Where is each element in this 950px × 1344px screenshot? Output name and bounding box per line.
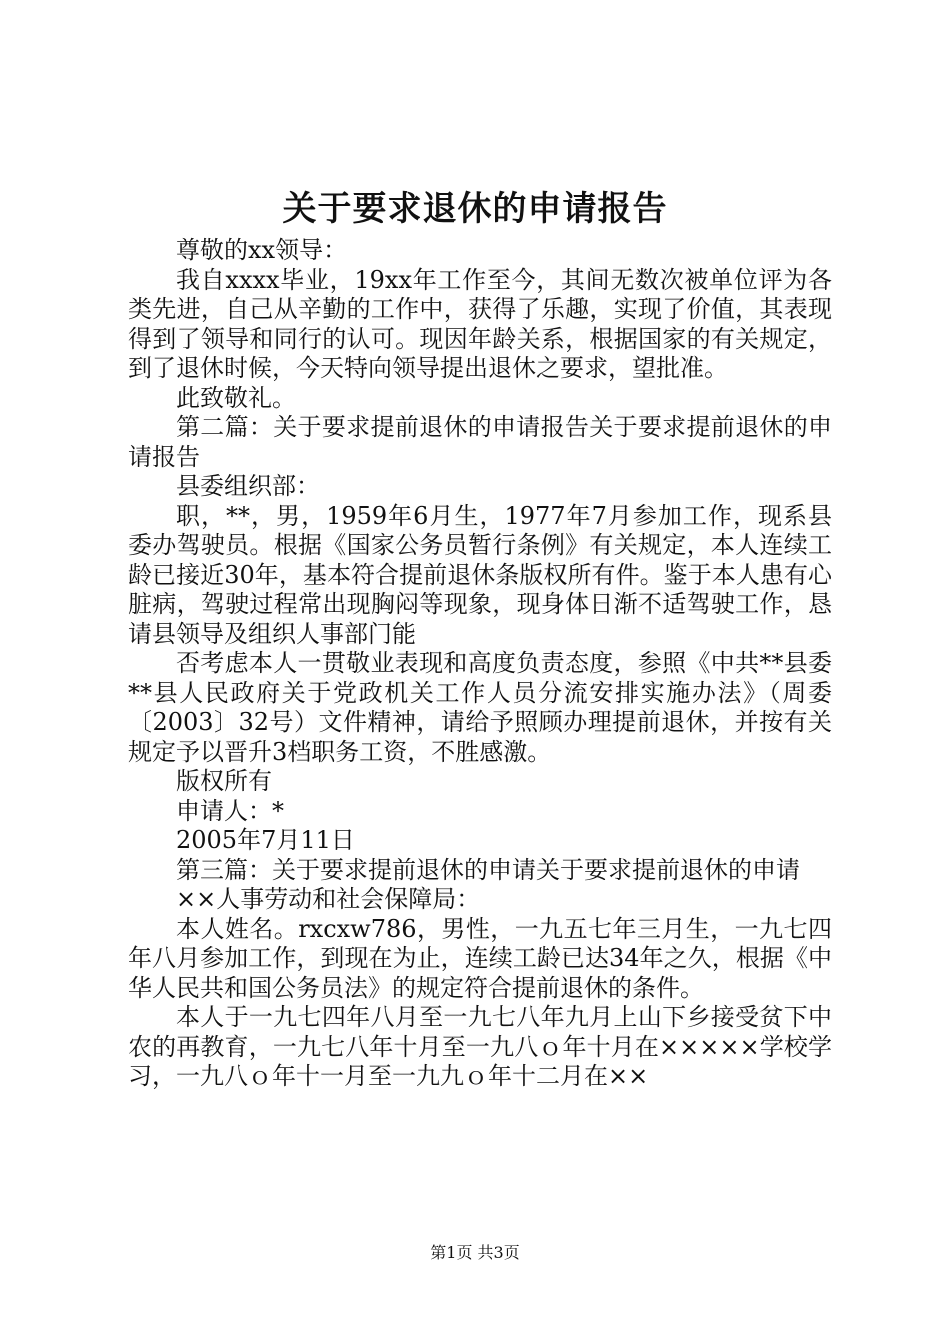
page-number-footer: 第1页 共3页	[430, 1243, 520, 1262]
paragraph: 县委组织部：	[176, 472, 320, 500]
paragraph: 此致敬礼。	[176, 383, 296, 412]
paragraph: 我自xxxx毕业，19xx年工作至今，其间无数次被单位评为各类先进，自己从辛勤的工作中，获得了乐趣，实现了价值，其表现得到了领导和同行的认可。现因年龄关系，根据国家的有关规定，到了退休时候，今天特向领导提出退休之要求，望批准。	[128, 265, 832, 382]
paragraph: ××人事劳动和社会保障局：	[176, 885, 481, 913]
paragraph: 第三篇：关于要求提前退休的申请关于要求提前退休的申请	[176, 855, 800, 884]
paragraph: 职，**，男，1959年6月生，1977年7月参加工作，现系县委办驾驶员。根据《国家公务员暂行条例》有关规定，本人连续工龄已接近30年，基本符合提前退休条版权所有件。鉴于本人患有心脏病，驾驶过程常出现胸闷等现象，现身体日渐不适驾驶工作，恳请县领导及组织人事部门能	[128, 501, 832, 648]
document-title: 关于要求退休的申请报告	[282, 189, 668, 229]
paragraph: 本人姓名。rxcxw786，男性，一九五七年三月生，一九七四年八月参加工作，到现在为止，连续工龄已达34年之久，根据《中华人民共和国公务员法》的规定符合提前退休的条件。	[128, 914, 832, 1002]
paragraph: 否考虑本人一贯敬业表现和高度负责态度，参照《中共**县委**县人民政府关于党政机关工作人员分流安排实施办法》（周委〔2003〕32号）文件精神，请给予照顾办理提前退休，并按有关规定予以晋升3档职务工资，不胜感激。	[128, 649, 832, 766]
paragraph: 2005年7月11日	[176, 826, 355, 854]
paragraph: 申请人：*	[176, 796, 284, 825]
paragraph: 尊敬的xx领导：	[176, 236, 348, 264]
paragraph: 版权所有	[176, 767, 272, 795]
document-body	[128, 236, 832, 1092]
paragraph: 第二篇：关于要求提前退休的申请报告关于要求提前退休的申请报告	[128, 413, 832, 471]
paragraph: 本人于一九七四年八月至一九七八年九月上山下乡接受贫下中农的再教育，一九七八年十月至一九八ｏ年十月在×××××学校学习，一九八ｏ年十一月至一九九ｏ年十二月在××	[128, 1003, 832, 1090]
